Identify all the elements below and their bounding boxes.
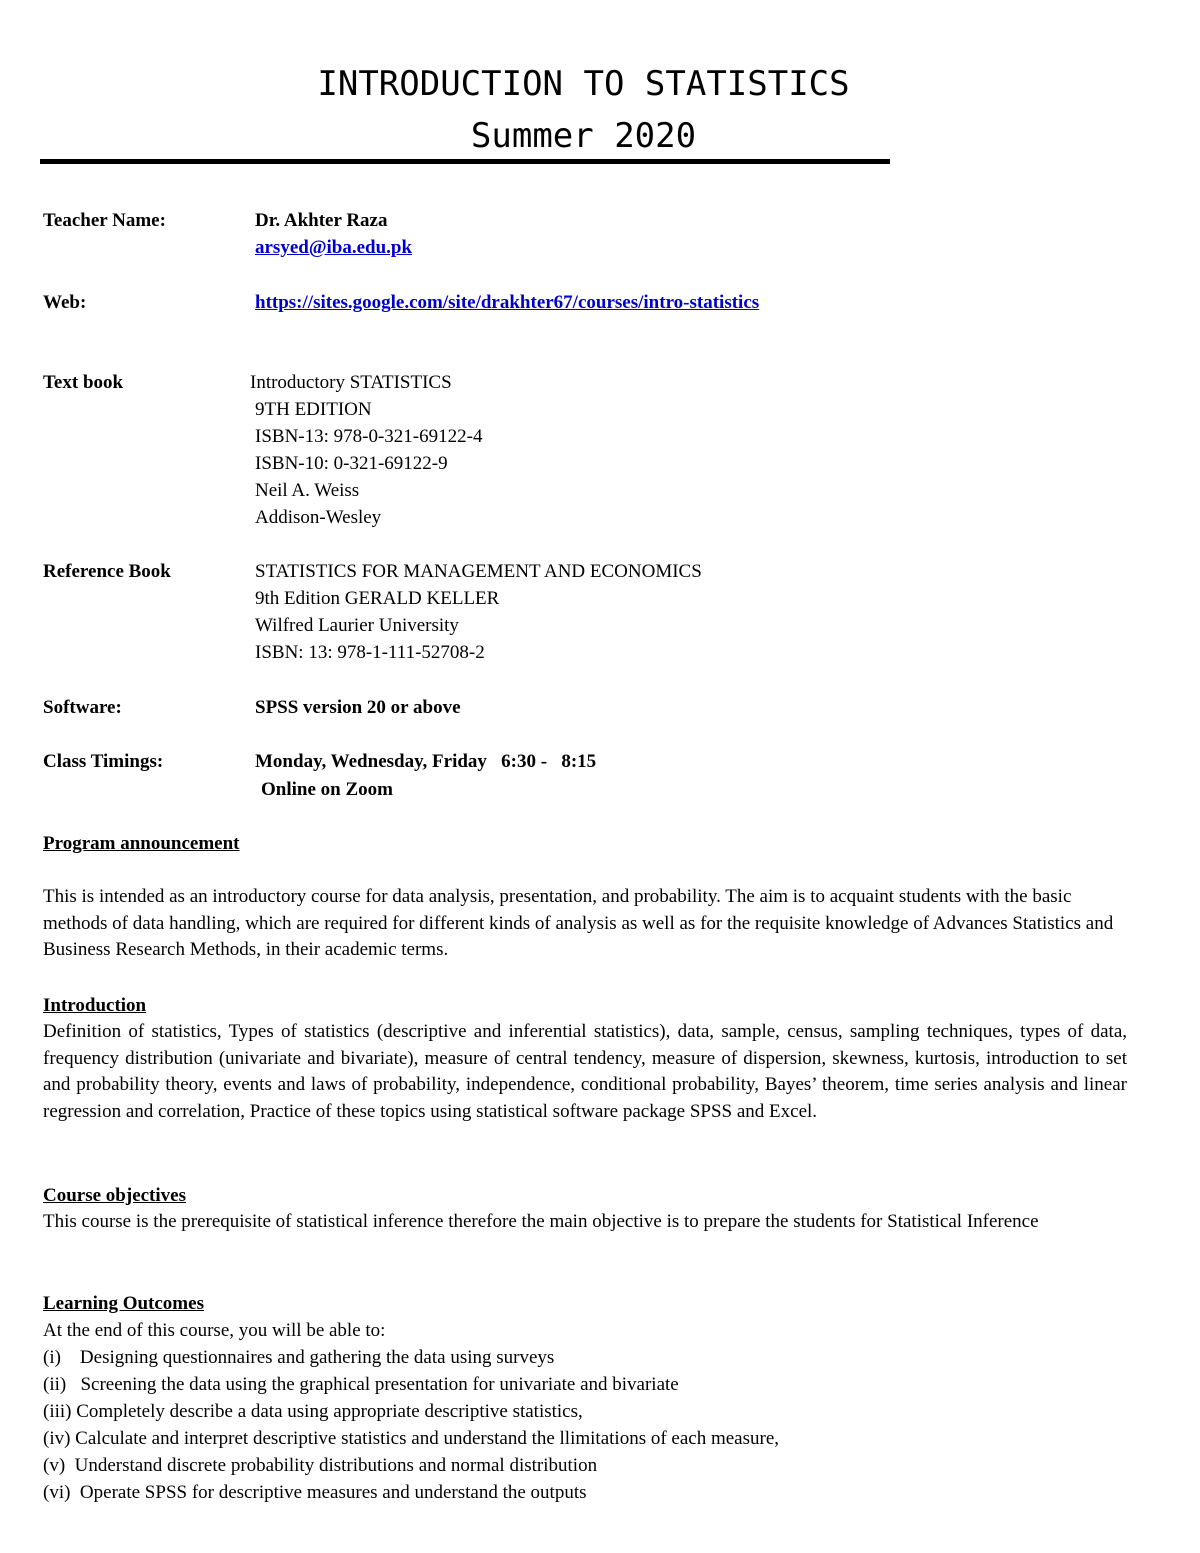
timings-label: Class Timings:	[43, 751, 164, 772]
introduction-text: Definition of statistics, Types of statistics (descriptive and inferential statistics), data, sample, census, sampling techniques, types of data, frequency distribution (univariate and bivariate), measure of central tendency, measure of dispersion, skewness, kurtosis, introduction to set and probability theory, events and laws of probability, independence, conditional probability, Bayes’ theorem, time series analysis and linear regression and correlation, Practice of these topics using statistical software package SPSS and Excel.	[43, 1021, 1127, 1122]
teacher-label: Teacher Name:	[43, 210, 166, 231]
textbook-line: 9TH EDITION	[255, 399, 372, 420]
timings-mode: Online on Zoom	[261, 779, 393, 800]
teacher-email-row	[255, 234, 412, 261]
outcomes-list	[43, 1344, 779, 1506]
list-item: (vi) Operate SPSS for descriptive measures and understand the outputs	[43, 1482, 587, 1503]
program-heading: Program announcement	[43, 833, 240, 854]
textbook-label: Text book	[43, 372, 124, 393]
program-text: This is intended as an introductory course for data analysis, presentation, and probability. The aim is to acquaint students with the basic methods of data handling, which are required for different kinds of analysis as well as for the requisite knowledge of Advances Statistics and Business Research Methods, in their academic terms.	[43, 886, 1114, 960]
web-url-link[interactable]: https://sites.google.com/site/drakhter67/courses/intro-statistics	[255, 292, 760, 313]
title-divider	[40, 159, 890, 164]
textbook-line: ISBN-10: 0-321-69122-9	[255, 453, 448, 474]
list-item: (iii) Completely describe a data using appropriate descriptive statistics,	[43, 1401, 583, 1422]
software-label: Software:	[43, 697, 122, 718]
outcomes-intro: At the end of this course, you will be able to:	[43, 1320, 386, 1341]
introduction-heading: Introduction	[43, 995, 147, 1016]
textbook-line: Addison-Wesley	[255, 507, 382, 528]
document-title-block	[0, 58, 1167, 162]
reference-line: 9th Edition GERALD KELLER	[255, 588, 500, 609]
textbook-line: ISBN-13: 978-0-321-69122-4	[255, 426, 483, 447]
list-item: (v) Understand discrete probability distributions and normal distribution	[43, 1455, 598, 1476]
objectives-text: This course is the prerequisite of statistical inference therefore the main objective is to prepare the students for Statistical Inference	[43, 1211, 1039, 1232]
teacher-name: Dr. Akhter Raza	[255, 210, 388, 231]
list-item: (i) Designing questionnaires and gathering the data using surveys	[43, 1347, 555, 1368]
reference-label: Reference Book	[43, 561, 171, 582]
reference-line: ISBN: 13: 978-1-111-52708-2	[255, 642, 485, 663]
software-value: SPSS version 20 or above	[255, 697, 461, 718]
reference-line: STATISTICS FOR MANAGEMENT AND ECONOMICS	[255, 561, 702, 582]
textbook-details	[250, 369, 482, 531]
textbook-line: Neil A. Weiss	[255, 480, 360, 501]
list-item: (ii) Screening the data using the graphical presentation for univariate and bivariate	[43, 1374, 679, 1395]
web-label: Web:	[43, 292, 87, 313]
reference-line: Wilfred Laurier University	[255, 615, 459, 636]
timings-days: Monday, Wednesday, Friday 6:30 - 8:15	[255, 751, 597, 772]
outcomes-heading: Learning Outcomes	[43, 1293, 204, 1314]
document-subtitle: Summer 2020	[470, 116, 697, 156]
textbook-line: Introductory STATISTICS	[250, 372, 452, 393]
web-url-row	[255, 289, 759, 316]
teacher-email-link[interactable]: arsyed@iba.edu.pk	[255, 237, 413, 258]
reference-details	[255, 558, 702, 666]
list-item: (iv) Calculate and interpret descriptive statistics and understand the llimitations of each measure,	[43, 1428, 780, 1449]
objectives-heading: Course objectives	[43, 1185, 186, 1206]
document-title: INTRODUCTION TO STATISTICS	[317, 64, 850, 104]
